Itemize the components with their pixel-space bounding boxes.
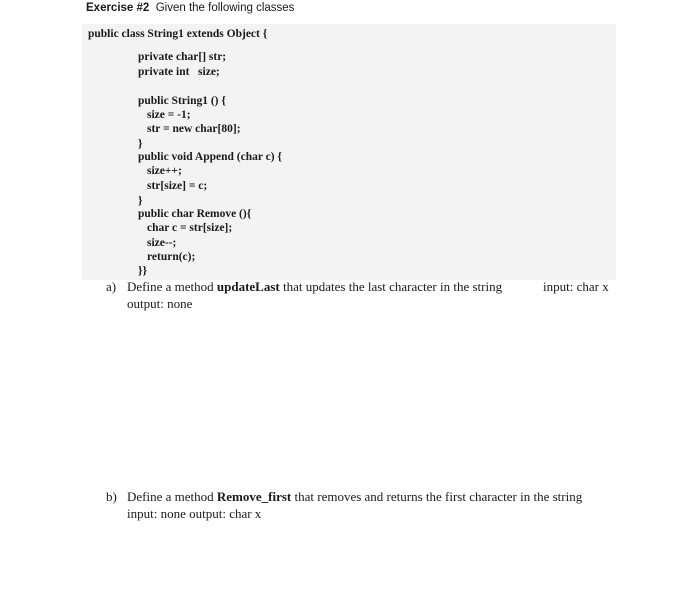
code-line: public String1 () { bbox=[138, 95, 226, 107]
code-line: size++; bbox=[147, 165, 182, 177]
question-b-label: b) bbox=[106, 489, 117, 504]
code-line: private char[] str; bbox=[138, 51, 227, 63]
code-line: str = new char[80]; bbox=[147, 123, 241, 135]
code-line: } bbox=[138, 138, 143, 150]
code-line: private int size; bbox=[138, 66, 220, 78]
code-line: size--; bbox=[147, 237, 177, 249]
exercise-header bbox=[86, 2, 294, 14]
code-line: public void Append (char c) { bbox=[138, 151, 282, 163]
code-line: } bbox=[138, 195, 143, 207]
question-b-io: input: none output: char x bbox=[127, 506, 262, 521]
question-a-output: output: none bbox=[127, 296, 193, 311]
method-name-updatelast: updateLast bbox=[216, 279, 280, 294]
exercise-intro: Given the following classes bbox=[155, 2, 295, 14]
question-a-label: a) bbox=[106, 279, 117, 294]
code-line: size = -1; bbox=[147, 109, 191, 121]
code-line: str[size] = c; bbox=[147, 180, 208, 192]
code-line: return(c); bbox=[147, 251, 196, 263]
question-b bbox=[106, 488, 616, 528]
code-line: char c = str[size]; bbox=[147, 222, 233, 234]
question-a-input: input: char x bbox=[543, 279, 609, 294]
class-declaration: public class String1 extends Object { bbox=[88, 28, 268, 40]
method-name-remove-first: Remove_first bbox=[216, 489, 292, 504]
code-line: public char Remove (){ bbox=[138, 208, 252, 220]
question-b-text: Define a method Remove_first that removes and returns the first character in the string bbox=[127, 489, 583, 504]
question-a bbox=[106, 278, 626, 318]
code-line: }} bbox=[138, 265, 148, 277]
exercise-number: Exercise #2 bbox=[86, 2, 150, 14]
question-a-text: Define a method updateLast that updates the last character in the string bbox=[127, 279, 503, 294]
